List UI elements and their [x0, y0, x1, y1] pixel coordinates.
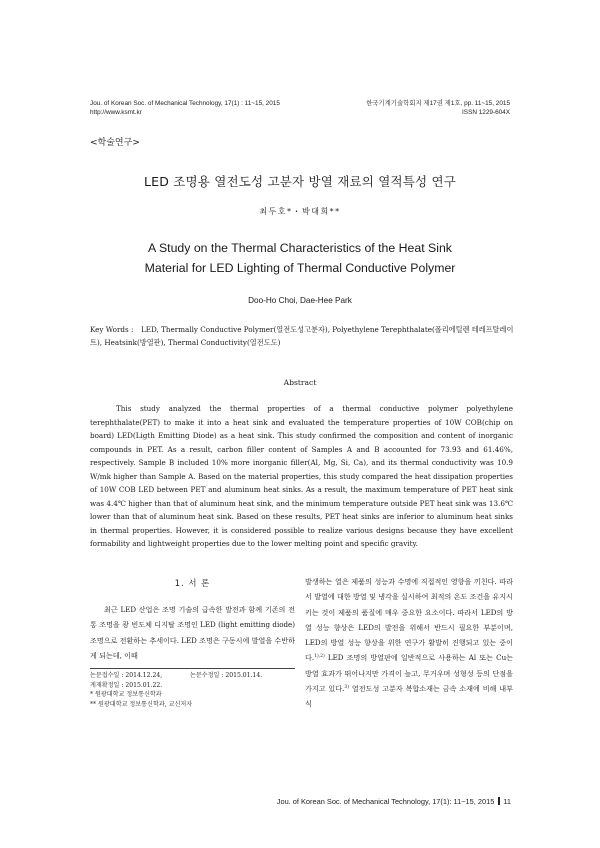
paper-title-ko: LED 조명용 열전도성 고분자 방열 재료의 열적특성 연구	[143, 174, 457, 189]
page-number: 11	[503, 797, 511, 806]
author-affiliation-2: ** 원광대학교 정보통신학과, 교신저자	[90, 700, 193, 708]
issn: ISSN 1229-604X	[462, 108, 510, 116]
keywords	[90, 324, 522, 349]
running-header-right	[366, 100, 510, 117]
journal-citation: Jou. of Korean Soc. of Mechanical Technology, 17(1) : 11~15, 2015	[90, 100, 280, 107]
body-text: LED 조명의 방열판에 일반적으로 사용하는 Al 또는 Cu는 방열 효과가 뛰어나지만 가격이 높고, 무거우며 성형성 등의 단점을 가지고 있다.	[305, 653, 513, 694]
body-text: 열전도성 고분자 복합소재는 금속 소재에 비해 내부식	[305, 684, 513, 709]
authors-ko: 최두호*・박대희**	[259, 207, 341, 216]
title-en-line-2: Material for LED Lighting of Thermal Conductive Polymer	[144, 260, 456, 275]
keywords-label: Key Words :	[90, 325, 134, 334]
author-affiliation-1: * 원광대학교 정보통신학과	[90, 691, 162, 699]
page-footer	[277, 797, 511, 806]
footer-journal: Jou. of Korean Soc. of Mechanical Technology, 17(1): 11~15, 2015	[276, 797, 495, 806]
abstract-body: This study analyzed the thermal properties of a thermal conductive polymer polyethylene terephthalate(PET) to make it into a heat sink and evaluated the temperature properties of 10W COB(chip on board) LED(Ligth Emitting Diode) as a heat sink. This study confirmed the composition and content of inorganic compounds in PET. As a result, carbon filler content of Samples A and B accounted for 73.93 and 61.46%, respectively. Sample B included 10% more inorganic filler(Al, Mg, Si, Ca), and its thermal conductivity was 10.9 W/mk higher than Sample A. Based on the material properties, this study compared the heat dissipation properties of 10W COB LED between PET and aluminum heat sinks. As a result, the maximum temperature of PET heat sink was 4.4℃ higher than that of aluminum heat sink, and the minimum temperature outside PET heat sink was 13.6℃ lower than that of aluminum heat sink. Based on these results, PET heat sinks are inferior to aluminum heat sinks in thermal properties. However, it is considered possible to realize various designs because they have excellent formability and lightweight properties due to the lower melting point and specific gravity.	[90, 404, 513, 549]
abstract-heading: Abstract	[283, 378, 317, 387]
article-category: <학술연구>	[90, 138, 140, 148]
citation-ref: 3)	[344, 685, 350, 691]
accepted-date: 게재확정일 : 2015.01.22.	[90, 681, 163, 689]
footnote-divider	[90, 668, 295, 669]
journal-url[interactable]: http://www.ksmt.kr	[90, 108, 142, 116]
footnotes	[90, 671, 295, 709]
body-column-right	[305, 574, 513, 712]
body-column-left: 최근 LED 산업은 조명 기술의 급속한 발전과 함께 기존의 전통 조명을 광 빈도체 디지탈 조명인 LED (light emitting diode)조명으로 전환하는 추세이다. LED 조명은 구동시에 발열을 수반하게 되는데, 이때	[90, 605, 295, 660]
authors-en: Doo-Ho Choi, Dae-Hee Park	[248, 296, 352, 305]
received-date: 논문접수일 : 2014.12.24,	[90, 672, 163, 679]
paper-title-en	[0, 239, 600, 278]
revised-date: 논문수정일 : 2015.01.14.	[190, 672, 263, 679]
journal-citation-ko: 한국기계기술학회지 제17권 제1호, pp. 11~15, 2015	[366, 100, 510, 107]
running-header-left	[90, 100, 280, 117]
footer-separator	[498, 797, 500, 805]
section-heading-introduction: 1. 서 론	[174, 578, 211, 588]
citation-ref: 1),2)	[314, 654, 325, 660]
keywords-text: LED, Thermally Conductive Polymer(열전도성고분자), Polyethylene Terephthalate(폴리에틸렌 테레프탈레이트), Heatsink(방열판), Thermal Conductivity(열전도도)	[90, 325, 514, 347]
title-en-line-1: A Study on the Thermal Characteristics of the Heat Sink	[148, 241, 452, 255]
body-text: 발생하는 열은 제품의 성능과 수명에 직접적인 영향을 끼친다. 따라서 발열에 대한 방열 및 냉각을 실시하여 최적의 온도 조건을 유지시키는 것이 제품의 품질에 매우 중요한 요소이다. 따라서 LED의 방열 성능 향상은 LED의 발전을 위해서 반드시 필요한 부분이며, LED의 방열 성능 향상을 위한 연구가 활발히 진행되고 있는 중이다.	[305, 577, 513, 663]
